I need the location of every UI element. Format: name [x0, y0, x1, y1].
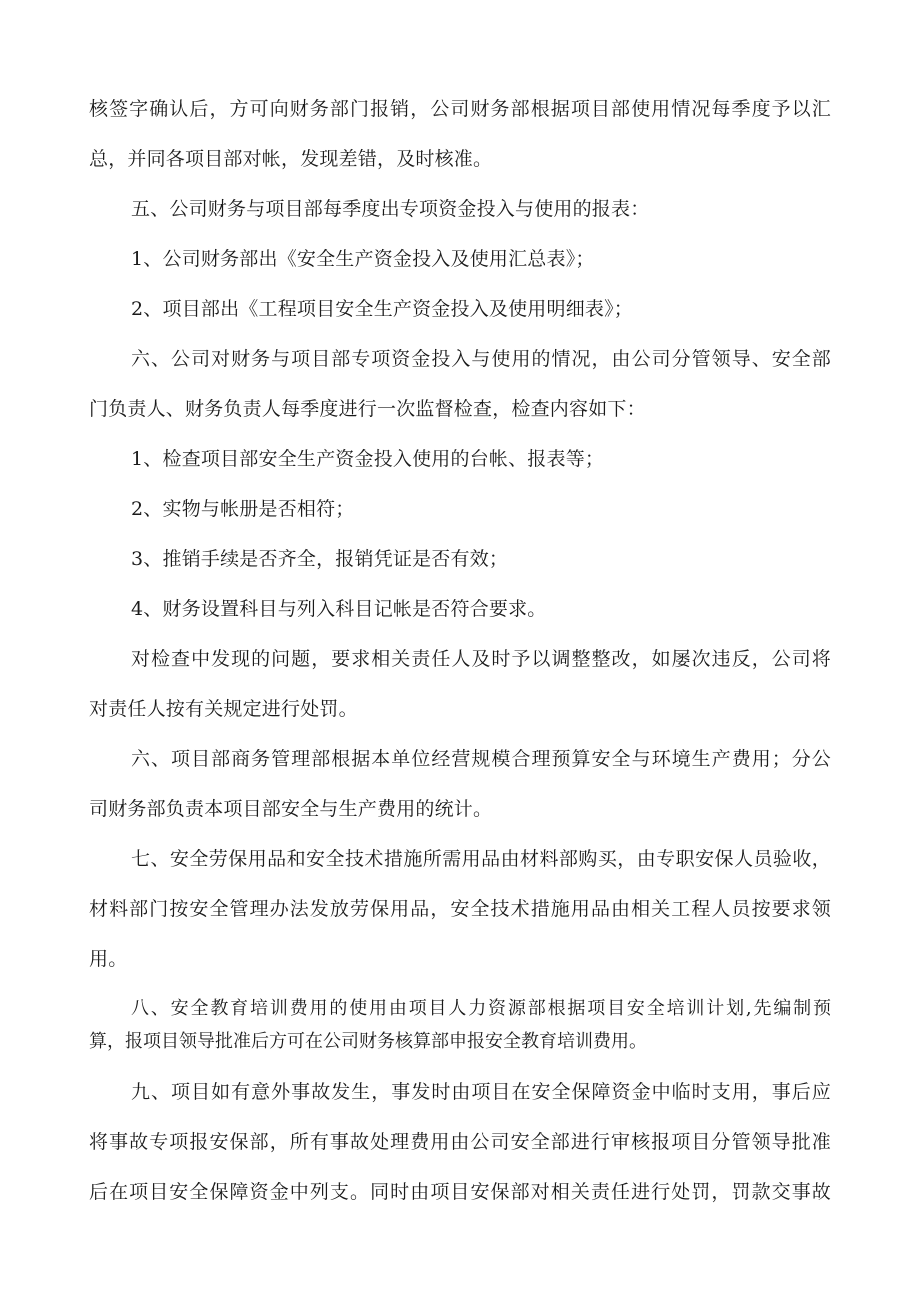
text-line-13: 对责任人按有关规定进行处罚。 — [89, 698, 358, 720]
list-item: 3、推销手续是否齐全，报销凭证是否有效； — [131, 548, 509, 570]
section-seven-heading: 七、安全劳保用品和安全技术措施所需用品由材料部购买，由专职安保人员验收， — [131, 848, 831, 870]
section-six-heading: 六、公司对财务与项目部专项资金投入与使用的情况，由公司分管领导、安全部 — [131, 348, 831, 370]
text-line-22: 将事故专项报安保部，所有事故处理费用由公司安全部进行审核报项目分管领导批准 — [89, 1131, 831, 1153]
text-line-12: 对检查中发现的问题，要求相关责任人及时予以调整整改，如屡次违反，公司将 — [131, 648, 831, 670]
section-eight-heading: 八、安全教育培训费用的使用由项目人力资源部根据项目安全培训计划,先编制预 — [131, 998, 831, 1019]
list-item: 4、财务设置科目与列入科目记帐是否符合要求。 — [131, 598, 547, 620]
text-line-20: 算，报项目领导批准后方可在公司财务核算部申报安全教育培训费用。 — [89, 1031, 647, 1052]
list-item: 2、实物与帐册是否相符； — [131, 498, 355, 520]
text-line-1: 核签字确认后，方可向财务部门报销，公司财务部根据项目部使用情况每季度予以汇 — [89, 98, 831, 120]
section-nine-heading: 九、项目如有意外事故发生，事发时由项目在安全保障资金中临时支用，事后应 — [131, 1081, 831, 1103]
text-line-18: 用。 — [89, 948, 128, 970]
section-six-b-heading: 六、项目部商务管理部根据本单位经营规模合理预算安全与环境生产费用；分公 — [131, 748, 831, 770]
section-five-heading: 五、公司财务与项目部每季度出专项资金投入与使用的报表： — [131, 198, 650, 220]
text-line-7: 门负责人、财务负责人每季度进行一次监督检查，检查内容如下： — [89, 398, 646, 420]
list-item: 1、公司财务部出《安全生产资金投入及使用汇总表》； — [131, 248, 595, 270]
text-line-17: 材料部门按安全管理办法发放劳保用品，安全技术措施用品由相关工程人员按要求领 — [89, 898, 831, 920]
list-item: 2、项目部出《工程项目安全生产资金投入及使用明细表》； — [131, 298, 633, 320]
list-item: 1、检查项目部安全生产资金投入使用的台帐、报表等； — [131, 448, 605, 470]
text-line-15: 司财务部负责本项目部安全与生产费用的统计。 — [89, 798, 493, 820]
text-line-23: 后在项目安全保障资金中列支。同时由项目安保部对相关责任进行处罚，罚款交事故 — [89, 1181, 831, 1203]
text-line-2: 总，并同各项目部对帐，发现差错，及时核准。 — [89, 148, 493, 170]
